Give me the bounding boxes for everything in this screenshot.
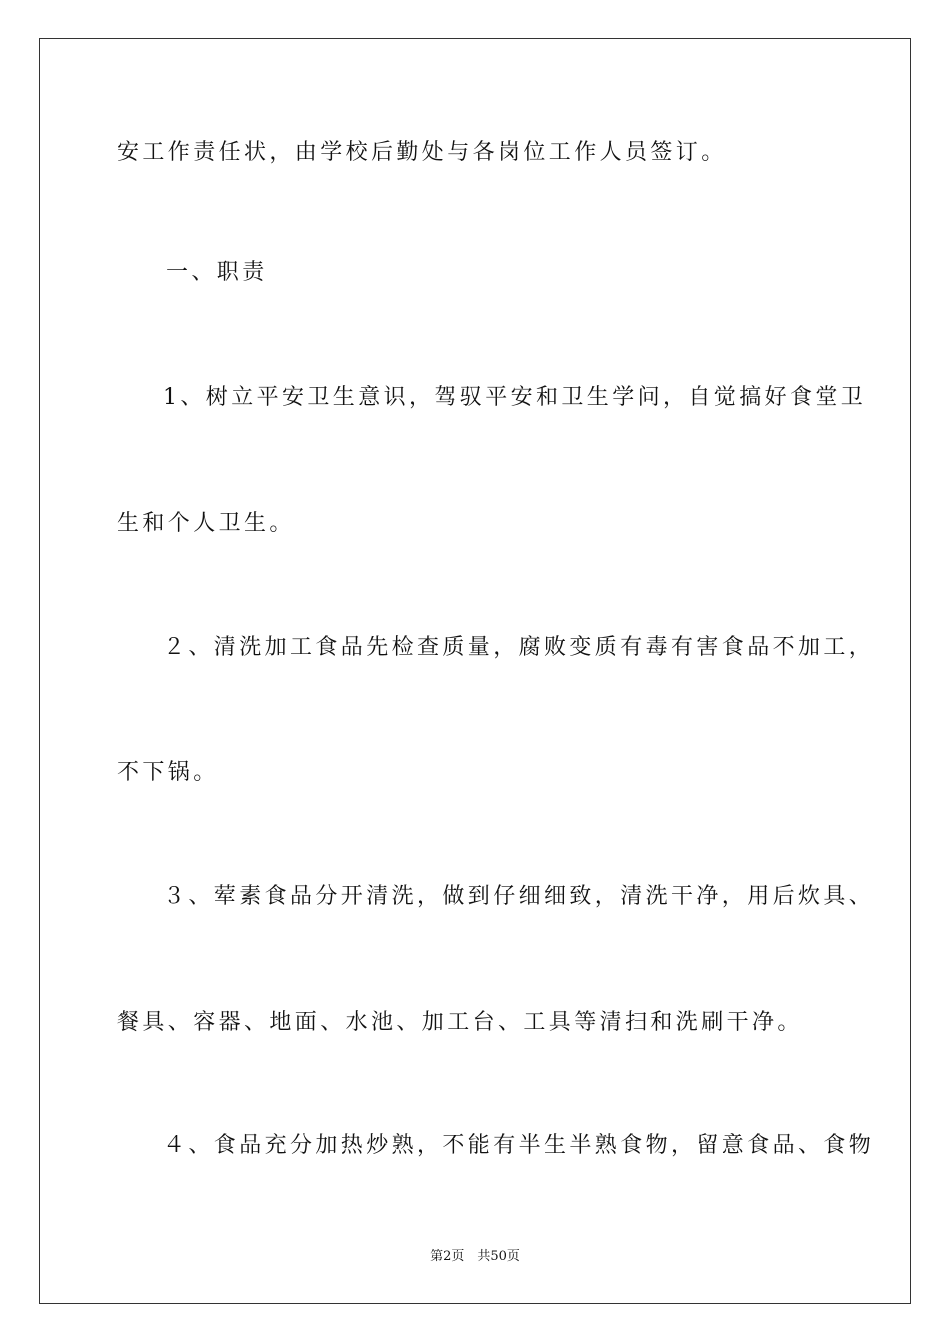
body-line-4: 生和个人卫生。 (117, 511, 295, 536)
body-line-9: ４、食品充分加热炒熟，不能有半生半熟食物，留意食品、食物 (163, 1133, 875, 1158)
body-line-3: 1、树立平安卫生意识，驾驭平安和卫生学问，自觉搞好食堂卫 (163, 385, 867, 410)
body-line-7: ３、荤素食品分开清洗，做到仔细细致，清洗干净，用后炊具、 (163, 884, 875, 909)
page-number-footer: 第2页 共50页 (430, 1249, 520, 1264)
page-border (39, 38, 911, 1304)
body-line-8: 餐具、容器、地面、水池、加工台、工具等清扫和洗刷干净。 (117, 1010, 803, 1035)
body-line-1: 安工作责任状，由学校后勤处与各岗位工作人员签订。 (117, 140, 727, 165)
body-line-5: ２、清洗加工食品先检查质量，腐败变质有毒有害食品不加工， (163, 635, 875, 660)
section-heading: 一、职责 (166, 260, 268, 285)
body-line-6: 不下锅。 (117, 760, 219, 785)
